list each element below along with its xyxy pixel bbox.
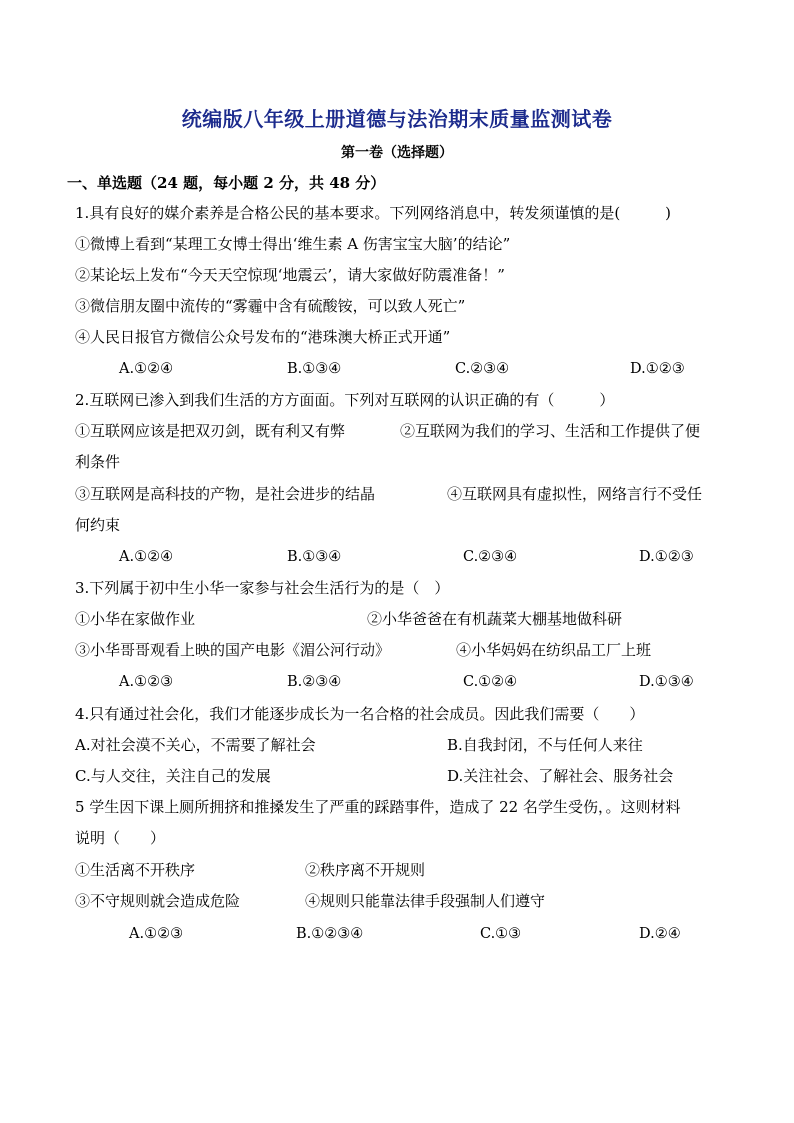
- q2-option-d: D.①②③: [639, 549, 694, 565]
- q2-statement-4-cont: 何约束: [75, 516, 121, 534]
- q5-option-c: C.①③: [480, 926, 522, 942]
- q4-option-b: B.自我封闭，不与任何人来往: [447, 736, 643, 754]
- q1-statement-2: ②某论坛上发布“今天天空惊现‘地震云’，请大家做好防震准备！”: [75, 266, 505, 284]
- q1-option-c: C.②③④: [455, 361, 510, 377]
- q2-statement-1: ①互联网应该是把双刃剑，既有利又有弊: [75, 422, 346, 440]
- q5-option-d: D.②④: [639, 926, 681, 942]
- q4-stem: 4.只有通过社会化，我们才能逐步成长为一名合格的社会成员。因此我们需要（ ）: [75, 705, 645, 723]
- q1-option-b: B.①③④: [287, 361, 342, 377]
- q3-option-c: C.①②④: [463, 674, 518, 690]
- q5-option-a: A.①②③: [129, 926, 184, 942]
- q5-stem: 5 学生因下课上厕所拥挤和推搡发生了严重的踩踏事件，造成了 22 名学生受伤，。这则材料: [75, 798, 681, 816]
- exam-subtitle: 第一卷（选择题）: [341, 145, 453, 161]
- q5-statement-2: ②秩序离不开规则: [305, 861, 426, 879]
- q1-statement-4: ④人民日报官方微信公众号发布的“港珠澳大桥正式开通”: [75, 328, 451, 346]
- q5-statement-1: ①生活离不开秩序: [75, 861, 196, 879]
- q3-statement-2: ②小华爸爸在有机蔬菜大棚基地做科研: [367, 610, 623, 628]
- q2-statement-4: ④互联网具有虚拟性，网络言行不受任: [447, 485, 703, 503]
- q1-statement-1: ①微博上看到“某理工女博士得出‘维生素 A 伤害宝宝大脑’的结论”: [75, 235, 511, 253]
- q5-statement-3: ③不守规则就会造成危险: [75, 892, 241, 910]
- q3-stem: 3.下列属于初中生小华一家参与社会生活行为的是（ ）: [75, 579, 450, 597]
- q2-option-a: A.①②④: [119, 549, 174, 565]
- q2-statement-2-cont: 利条件: [75, 453, 121, 471]
- section-heading: 一、单选题（24 题，每小题 2 分，共 48 分）: [67, 174, 386, 192]
- q3-option-d: D.①③④: [639, 674, 694, 690]
- q2-option-b: B.①③④: [287, 549, 342, 565]
- q1-option-d: D.①②③: [630, 361, 685, 377]
- q3-option-b: B.②③④: [287, 674, 342, 690]
- q2-statement-3: ③互联网是高科技的产物，是社会进步的结晶: [75, 485, 376, 503]
- q2-option-c: C.②③④: [463, 549, 518, 565]
- q1-statement-3: ③微信朋友圈中流传的“雾霾中含有硫酸铵，可以致人死亡”: [75, 297, 466, 315]
- q3-statement-4: ④小华妈妈在纺织品工厂上班: [456, 641, 652, 659]
- q5-statement-4: ④规则只能靠法律手段强制人们遵守: [305, 892, 546, 910]
- q3-statement-1: ①小华在家做作业: [75, 610, 196, 628]
- q5-stem-cont: 说明（ ）: [75, 829, 166, 847]
- q2-statement-2: ②互联网为我们的学习、生活和工作提供了便: [400, 422, 701, 440]
- q4-option-d: D.关注社会、了解社会、服务社会: [447, 767, 674, 785]
- q1-option-a: A.①②④: [119, 361, 174, 377]
- q4-option-c: C.与人交往，关注自己的发展: [75, 767, 271, 785]
- q5-option-b: B.①②③④: [296, 926, 364, 942]
- q1-stem: 1.具有良好的媒介素养是合格公民的基本要求。下列网络消息中，转发须谨慎的是( ): [75, 204, 672, 222]
- q2-stem: 2.互联网已渗入到我们生活的方方面面。下列对互联网的认识正确的有（ ）: [75, 391, 615, 409]
- q3-option-a: A.①②③: [119, 674, 174, 690]
- q4-option-a: A.对社会漠不关心，不需要了解社会: [75, 736, 316, 754]
- q3-statement-3: ③小华哥哥观看上映的国产电影《湄公河行动》: [75, 641, 391, 659]
- exam-title: 统编版八年级上册道德与法治期末质量监测试卷: [181, 107, 613, 131]
